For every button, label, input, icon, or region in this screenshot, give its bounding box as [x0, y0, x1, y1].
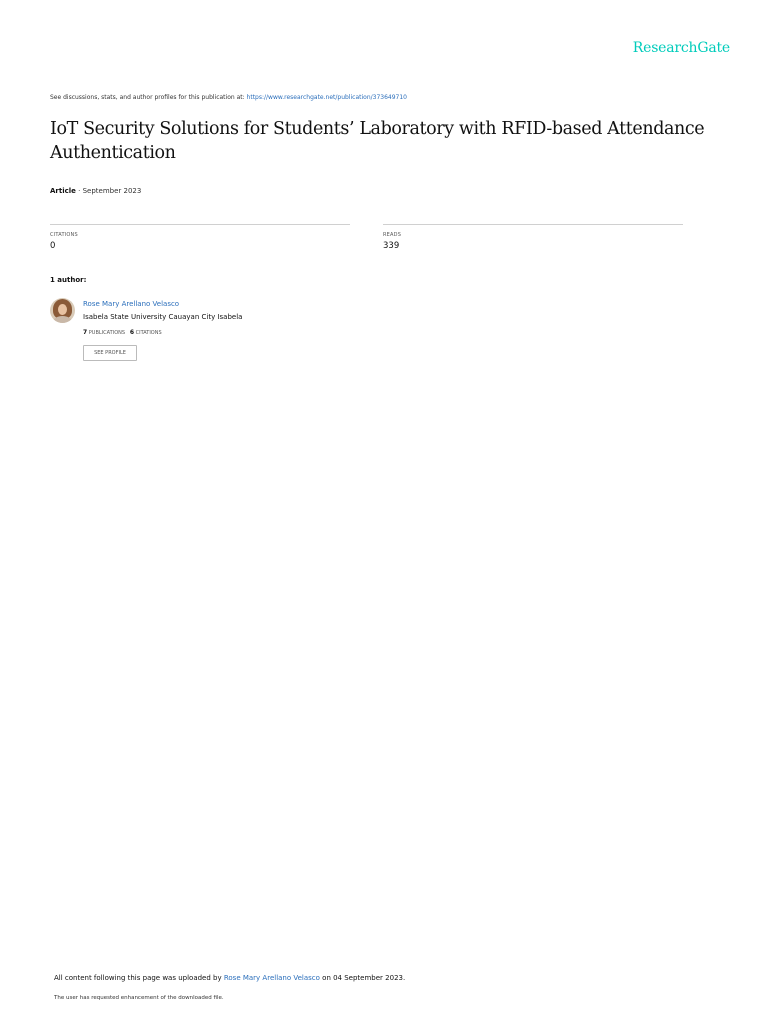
citations-value: 0 — [50, 241, 56, 251]
reads-label: READS — [383, 232, 402, 238]
researchgate-logo[interactable]: ResearchGate — [632, 40, 730, 56]
upload-notice — [54, 974, 405, 982]
author-citations-count: 6 — [129, 329, 135, 336]
discussion-notice — [50, 94, 407, 101]
publication-meta — [50, 187, 141, 195]
see-profile-button[interactable]: SEE PROFILE — [83, 345, 137, 361]
author-stats — [83, 329, 162, 336]
uploader-name-link[interactable]: Rose Mary Arellano Velasco — [223, 974, 320, 982]
citations-label: CITATIONS — [50, 232, 78, 238]
reads-value: 339 — [383, 241, 400, 251]
author-publications-count: 7 — [83, 329, 88, 336]
author-name-link[interactable]: Rose Mary Arellano Velasco — [83, 300, 180, 308]
author-publications-label: PUBLICATIONS — [87, 330, 126, 336]
authors-heading: 1 author: — [50, 276, 87, 284]
avatar-face — [58, 304, 67, 315]
publication-type: Article — [50, 187, 76, 195]
upload-prefix: All content following this page was uploaded by — [54, 974, 224, 982]
author-card — [50, 298, 450, 368]
publication-url-link[interactable]: https://www.researchgate.net/publication/373649710 — [246, 94, 407, 101]
discussion-prefix: See discussions, stats, and author profiles for this publication at: — [50, 94, 247, 101]
enhancement-note: The user has requested enhancement of the downloaded file. — [54, 995, 224, 1001]
citations-stat — [50, 224, 350, 251]
reads-stat — [383, 224, 683, 251]
author-photo-icon[interactable] — [50, 298, 75, 323]
avatar-shirt — [53, 316, 72, 323]
author-citations-label: CITATIONS — [134, 330, 162, 336]
author-affiliation: Isabela State University Cauayan City Isabela — [83, 313, 243, 321]
publication-date: · September 2023 — [75, 187, 142, 195]
upload-suffix: on 04 September 2023. — [319, 974, 406, 982]
publication-title: IoT Security Solutions for Students’ Laboratory with RFID-based Attendance Authentication — [50, 119, 705, 163]
